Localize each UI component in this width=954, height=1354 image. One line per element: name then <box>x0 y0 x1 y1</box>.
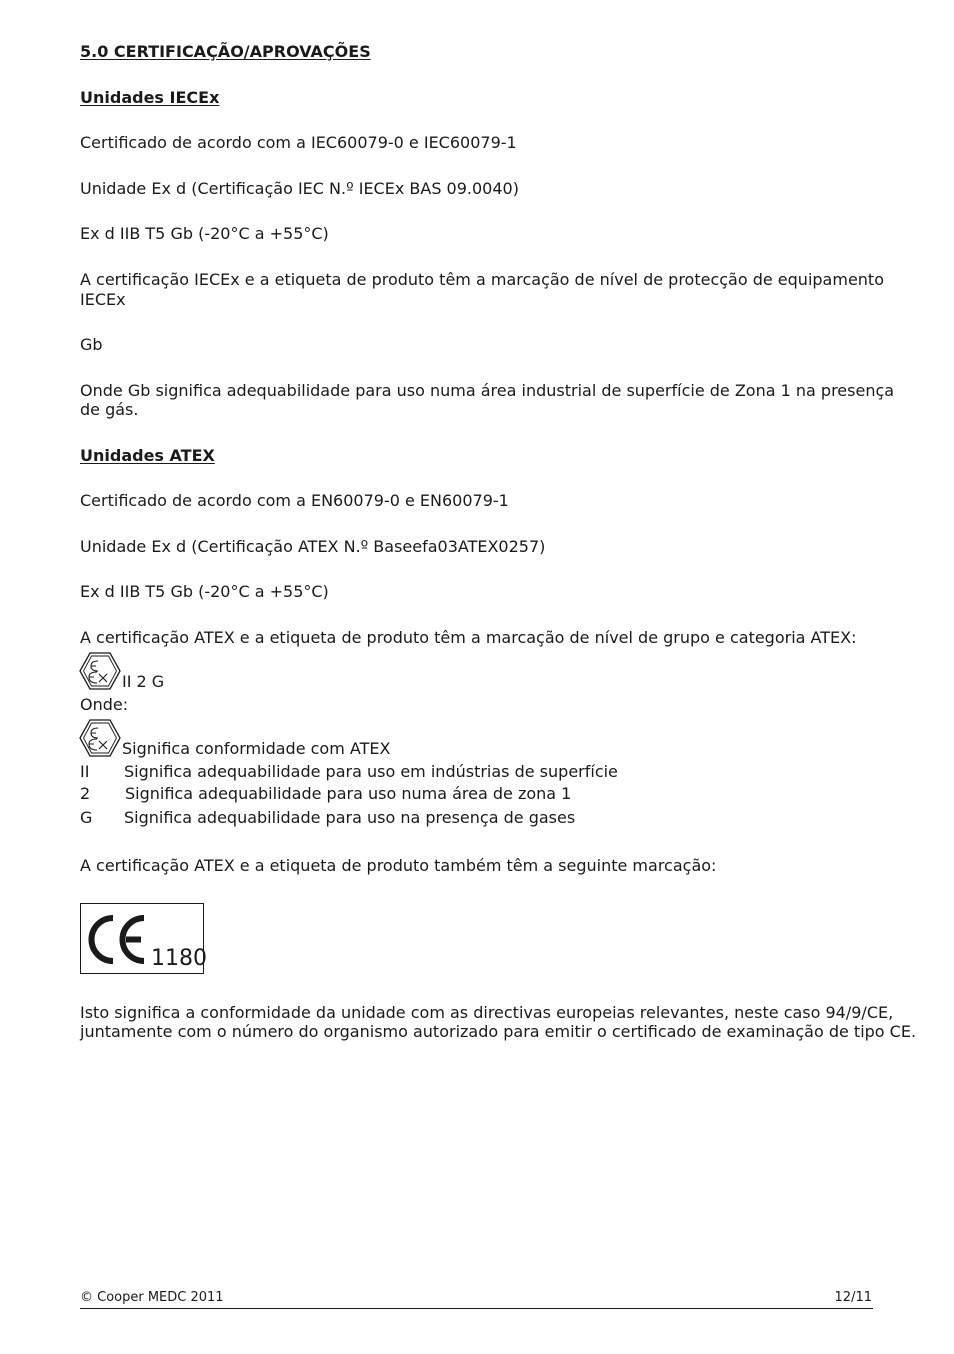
section-title: 5.0 CERTIFICAÇÃO/APROVAÇÕES <box>80 42 371 61</box>
iecex-epl: Gb <box>80 335 103 354</box>
iecex-marking-line-2: IECEx <box>80 290 126 309</box>
iecex-rating-line: Ex d IIB T5 Gb (-20°C a +55°C) <box>80 224 329 243</box>
legend-meaning: Significa adequabilidade para uso na presença de gases <box>124 808 576 827</box>
atex-heading: Unidades ATEX <box>80 446 215 465</box>
conformity-line-2: juntamente com o número do organismo autorizado para emitir o certificado de examinação de tipo CE. <box>80 1022 917 1041</box>
iecex-marking-line-1: A certificação IECEx e a etiqueta de produto têm a marcação de nível de protecção de equipamento <box>80 270 884 289</box>
footer-divider <box>80 1308 873 1309</box>
legend-code: II <box>80 762 90 781</box>
legend-code: G <box>80 808 93 827</box>
iecex-meaning-line-2: de gás. <box>80 400 139 419</box>
conformity-line-1: Isto significa a conformidade da unidade com as directivas europeias relevantes, neste caso 94/9/CE, <box>80 1003 894 1022</box>
ce-mark-box <box>80 903 207 974</box>
legend-meaning: Significa adequabilidade para uso em indústrias de superfície <box>124 762 618 781</box>
footer-copyright: © Cooper MEDC 2011 <box>80 1290 224 1305</box>
iecex-unit-line: Unidade Ex d (Certificação IEC N.º IECEx BAS 09.0040) <box>80 179 519 198</box>
iecex-meaning-line-1: Onde Gb significa adequabilidade para uso numa área industrial de superfície de Zona 1 na presença <box>80 381 895 400</box>
ex-symbol-meaning: Significa conformidade com ATEX <box>122 739 391 758</box>
atex-certified-line: Certificado de acordo com a EN60079-0 e EN60079-1 <box>80 491 509 510</box>
atex-unit-line: Unidade Ex d (Certificação ATEX N.º Baseefa03ATEX0257) <box>80 537 546 556</box>
atex-marking-line: A certificação ATEX e a etiqueta de produto têm a marcação de nível de grupo e categoria ATEX: <box>80 628 857 647</box>
atex-additional-marking-line: A certificação ATEX e a etiqueta de produto também têm a seguinte marcação: <box>80 856 717 875</box>
atex-where-label: Onde: <box>80 695 129 714</box>
ce-notified-body-number: 1180 <box>151 946 207 971</box>
atex-rating-line: Ex d IIB T5 Gb (-20°C a +55°C) <box>80 582 329 601</box>
iecex-heading: Unidades IECEx <box>80 88 220 107</box>
ex-hexagon-icon <box>79 719 121 757</box>
footer-page-number: 12/11 <box>834 1290 872 1305</box>
ex-hexagon-icon <box>79 652 121 690</box>
iecex-certified-line: Certificado de acordo com a IEC60079-0 e IEC60079-1 <box>80 133 517 152</box>
legend-meaning: Significa adequabilidade para uso numa área de zona 1 <box>125 784 572 803</box>
atex-marking-code: II 2 G <box>122 672 165 691</box>
legend-code: 2 <box>80 784 91 803</box>
